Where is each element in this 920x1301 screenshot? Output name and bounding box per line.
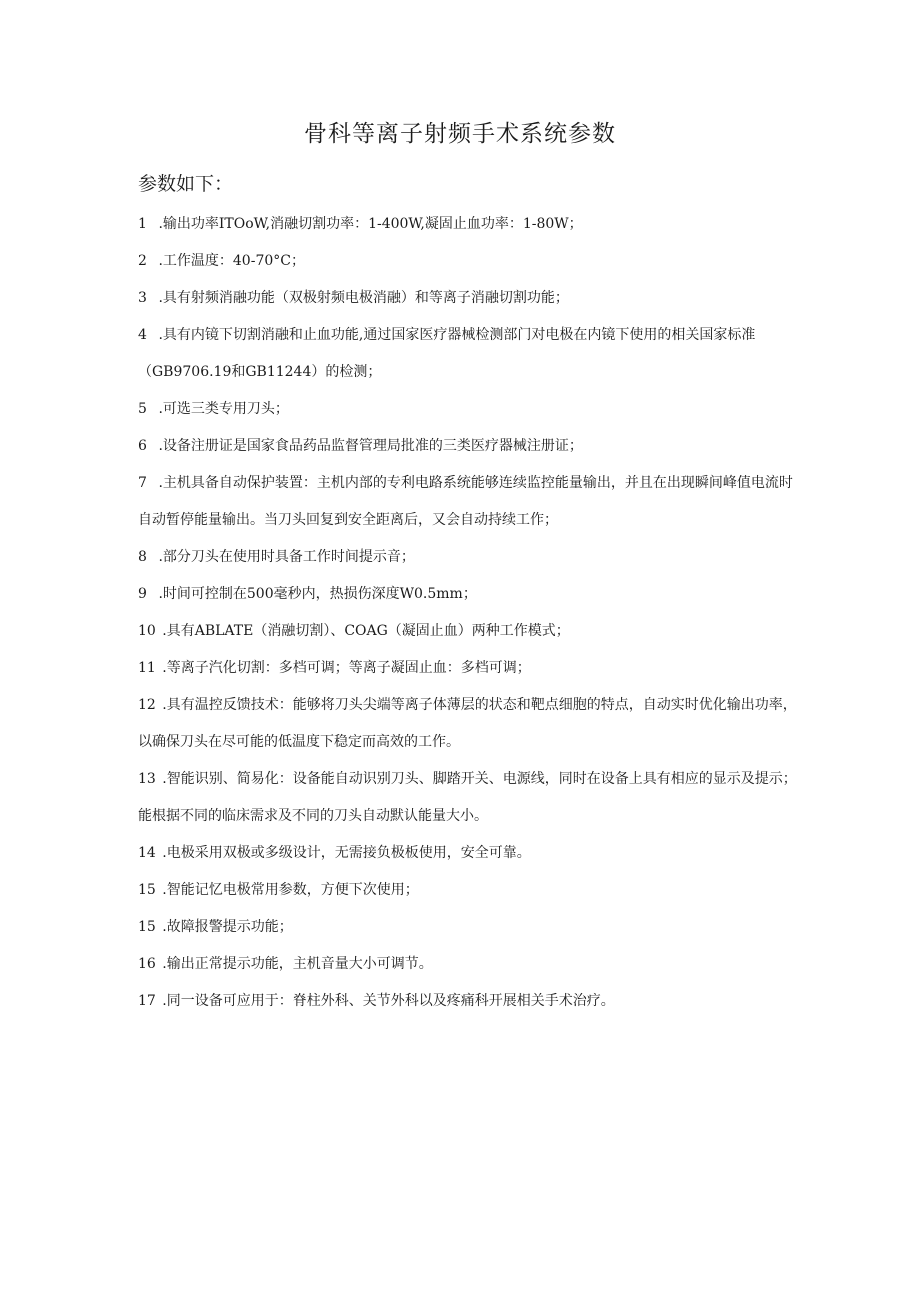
list-item <box>138 835 800 872</box>
item-number: 14 <box>138 845 156 861</box>
list-item <box>138 206 800 243</box>
item-number: 11 <box>138 660 156 676</box>
item-text: .智能记忆电极常用参数，方便下次使用； <box>157 882 419 898</box>
list-item <box>138 576 800 613</box>
item-number: 7 <box>138 475 147 491</box>
list-item <box>138 687 800 761</box>
item-text: .电极采用双极或多级设计，无需接负极板使用，安全可靠。 <box>157 845 531 861</box>
list-item <box>138 761 800 835</box>
list-item <box>138 983 800 1020</box>
item-text: .具有温控反馈技术：能够将刀头尖端等离子体薄层的状态和靶点细胞的特点，自动实时优化输出功率，以确保刀头在尽可能的低温度下稳定而高效的工作。 <box>138 697 797 750</box>
list-item <box>138 317 800 391</box>
list-item <box>138 946 800 983</box>
intro-line: 参数如下： <box>138 173 234 195</box>
list-item <box>138 243 800 280</box>
item-text: .主机具备自动保护装置：主机内部的专利电路系统能够连续监控能量输出，并且在出现瞬间峰值电流时自动暂停能量输出。当刀头回复到安全距离后，又会自动持续工作； <box>138 475 793 528</box>
item-text: .输出正常提示功能，主机音量大小可调节。 <box>157 956 433 972</box>
item-text: .故障报警提示功能； <box>157 919 293 935</box>
item-number: 6 <box>138 438 147 454</box>
item-number: 5 <box>138 401 147 417</box>
item-number: 15 <box>138 882 156 898</box>
parameter-list <box>138 206 800 1020</box>
list-item <box>138 909 800 946</box>
list-item <box>138 539 800 576</box>
item-text: .具有射频消融功能（双极射频电极消融）和等离子消融切割功能； <box>154 290 569 306</box>
list-item <box>138 465 800 539</box>
list-item <box>138 391 800 428</box>
item-number: 8 <box>138 549 147 565</box>
item-text: .具有内镜下切割消融和止血功能,通过国家医疗器械检测部门对电极在内镜下使用的相关国家标准（GB9706.19和GB11244）的检测； <box>138 327 756 380</box>
list-item <box>138 428 800 465</box>
list-item <box>138 280 800 317</box>
item-text: .可选三类专用刀头； <box>154 401 289 417</box>
item-number: 4 <box>138 327 147 343</box>
item-number: 15 <box>138 919 156 935</box>
item-text: .具有ABLATE（消融切割）、COAG（凝固止血）两种工作模式； <box>157 623 570 639</box>
item-number: 12 <box>138 697 156 713</box>
item-number: 13 <box>138 771 156 787</box>
item-text: .同一设备可应用于：脊柱外科、关节外科以及疼痛科开展相关手术治疗。 <box>157 993 615 1009</box>
item-number: 1 <box>138 216 147 232</box>
item-text: .等离子汽化切割：多档可调；等离子凝固止血：多档可调； <box>157 660 531 676</box>
item-text: .工作温度：40-70°C； <box>154 253 305 269</box>
item-number: 10 <box>138 623 156 639</box>
document-title: 骨科等离子射频手术系统参数 <box>304 121 616 147</box>
item-text: .设备注册证是国家食品药品监督管理局批准的三类医疗器械注册证； <box>154 438 583 454</box>
list-item <box>138 650 800 687</box>
item-text: .智能识别、简易化：设备能自动识别刀头、脚踏开关、电源线，同时在设备上具有相应的显示及提示；能根据不同的临床需求及不同的刀头自动默认能量大小。 <box>138 771 797 824</box>
item-number: 16 <box>138 956 156 972</box>
list-item <box>138 613 800 650</box>
item-number: 17 <box>138 993 156 1009</box>
item-number: 2 <box>138 253 147 269</box>
item-number: 9 <box>138 586 147 602</box>
item-number: 3 <box>138 290 147 306</box>
item-text: .时间可控制在500毫秒内，热损伤深度W0.5mm； <box>154 586 477 602</box>
item-text: .部分刀头在使用时具备工作时间提示音； <box>154 549 415 565</box>
list-item <box>138 872 800 909</box>
item-text: .输出功率ITOoW,消融切割功率：1-400W,凝固止血功率：1-80W； <box>154 216 583 232</box>
